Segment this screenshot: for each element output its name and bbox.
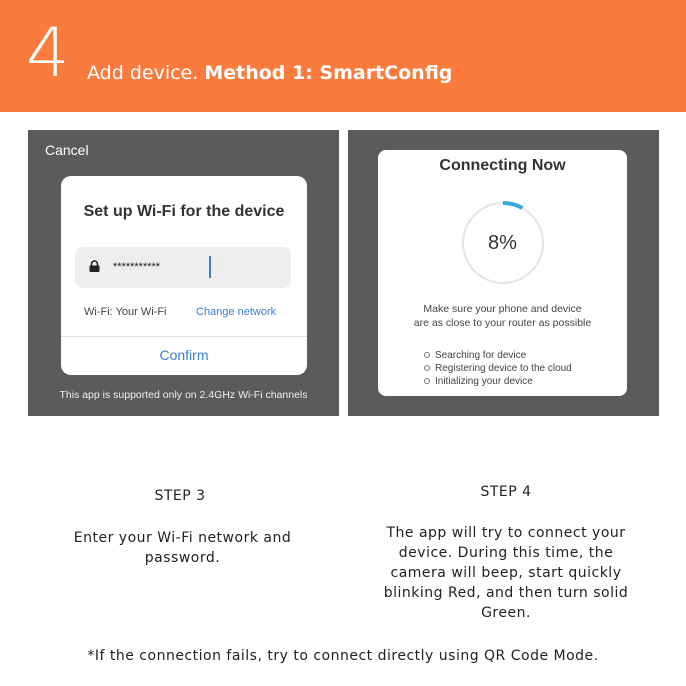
circle-icon <box>424 352 430 358</box>
wifi-dialog <box>61 176 307 375</box>
wifi-name: Wi-Fi: Your Wi-Fi <box>84 306 167 318</box>
proximity-message <box>378 302 627 330</box>
step-label: Registering device to the cloud <box>435 363 572 374</box>
text-caret <box>209 256 211 278</box>
message-line: are as close to your router as possible <box>413 317 592 329</box>
password-input[interactable] <box>75 247 291 288</box>
step-number: 4 <box>26 14 70 93</box>
message-line: Make sure your phone and device <box>423 303 582 315</box>
progress-steps <box>424 349 572 388</box>
wifi-setup-screenshot <box>28 130 339 416</box>
footnote: *If the connection fails, try to connect directly using QR Code Mode. <box>87 648 599 664</box>
confirm-button[interactable]: Confirm <box>159 347 209 363</box>
connecting-screenshot <box>348 130 659 416</box>
connecting-title: Connecting Now <box>439 157 566 174</box>
step-label: Searching for device <box>435 350 527 361</box>
connecting-card <box>378 150 627 396</box>
cancel-button[interactable]: Cancel <box>45 142 89 158</box>
step-item <box>424 375 572 388</box>
divider <box>61 336 307 337</box>
support-note: This app is supported only on 2.4GHz Wi-Fi channels <box>59 389 308 401</box>
password-value: *********** <box>113 261 161 273</box>
step4-title: STEP 4 <box>480 484 532 500</box>
step3-text: Enter your Wi-Fi network and password. <box>73 530 292 566</box>
title-method: Method 1: SmartConfig <box>204 62 453 84</box>
step-label: Initializing your device <box>435 376 533 387</box>
title-prefix: Add device. <box>87 62 205 84</box>
header-banner <box>0 0 686 112</box>
change-network-link[interactable]: Change network <box>196 306 277 318</box>
lock-icon <box>89 260 100 272</box>
header-title <box>87 62 452 84</box>
step-item <box>424 362 572 375</box>
progress-percent: 8% <box>488 232 517 254</box>
step3-title: STEP 3 <box>154 488 206 504</box>
circle-icon <box>424 365 430 371</box>
dialog-title: Set up Wi-Fi for the device <box>83 203 285 220</box>
step-item <box>424 349 572 362</box>
circle-icon <box>424 378 430 384</box>
step4-text: The app will try to connect your device. During this time, the camera will beep, start quickly blinking Red, and then turn solid Green. <box>383 525 629 621</box>
